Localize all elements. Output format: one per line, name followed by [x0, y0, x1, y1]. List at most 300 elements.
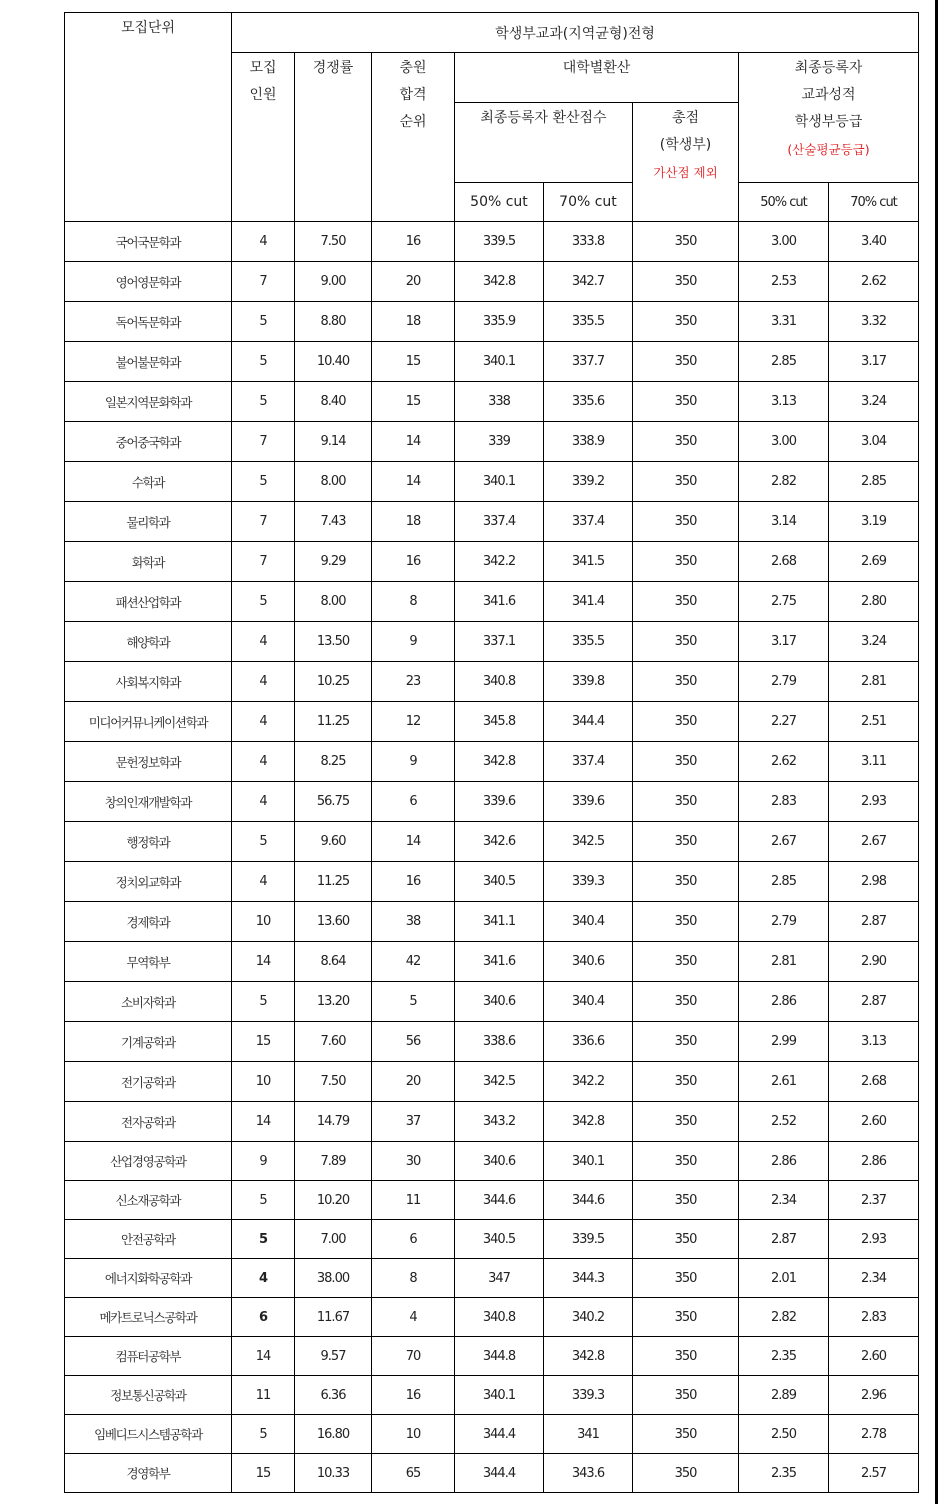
score-cut50-cell: 342.2	[455, 542, 544, 582]
competition-rate-cell: 9.60	[295, 822, 372, 862]
grade-cut50-cell: 2.01	[739, 1259, 829, 1298]
competition-rate-cell: 7.60	[295, 1022, 372, 1062]
additional-rank-cell: 23	[372, 662, 455, 702]
total-score-cell: 350	[633, 502, 739, 542]
score-cut50-cell: 338.6	[455, 1022, 544, 1062]
score-cut70-cell: 340.4	[544, 982, 633, 1022]
quota-cell: 14	[232, 1337, 295, 1376]
grade-cut70-cell: 2.93	[829, 1220, 919, 1259]
total-score-cell: 350	[633, 1022, 739, 1062]
quota-cell: 4	[232, 662, 295, 702]
total-score-cell: 350	[633, 1259, 739, 1298]
quota-cell: 4	[232, 862, 295, 902]
table-row	[65, 1102, 919, 1142]
dept-name-cell: 산업경영공학과	[65, 1142, 232, 1181]
score-cut70-cell: 340.1	[544, 1142, 633, 1181]
grade-cut70-cell: 2.81	[829, 662, 919, 702]
additional-rank-cell: 14	[372, 462, 455, 502]
quota-cell: 5	[232, 342, 295, 382]
competition-rate-cell: 38.00	[295, 1259, 372, 1298]
quota-cell: 7	[232, 262, 295, 302]
additional-rank-cell: 4	[372, 1298, 455, 1337]
table-row	[65, 262, 919, 302]
grade-cut50-cell: 2.87	[739, 1220, 829, 1259]
quota-cell: 5	[232, 382, 295, 422]
competition-rate-cell: 9.29	[295, 542, 372, 582]
grade-cut70-cell: 3.13	[829, 1022, 919, 1062]
score-cut50-cell: 340.5	[455, 862, 544, 902]
score-cut50-cell: 340.6	[455, 1142, 544, 1181]
table-row	[65, 822, 919, 862]
grade-cut50-cell: 2.85	[739, 862, 829, 902]
score-cut50-cell: 344.4	[455, 1415, 544, 1454]
quota-cell: 4	[232, 702, 295, 742]
score-cut50-cell: 340.8	[455, 1298, 544, 1337]
total-score-cell: 350	[633, 1142, 739, 1181]
additional-rank-cell: 9	[372, 622, 455, 662]
table-row	[65, 1220, 919, 1259]
table-row	[65, 862, 919, 902]
table-row	[65, 502, 919, 542]
grade-cut70-cell: 2.80	[829, 582, 919, 622]
univ-conversion-header: 대학별환산	[455, 53, 739, 103]
total-score-cell: 350	[633, 342, 739, 382]
competition-header: 경쟁률	[295, 53, 372, 222]
quota-cell: 6	[232, 1298, 295, 1337]
additional-rank-cell: 12	[372, 702, 455, 742]
additional-rank-cell: 10	[372, 1415, 455, 1454]
grade-cut70-cell: 3.24	[829, 622, 919, 662]
final-grade-header: 최종등록자 교과성적 학생부등급 (산술평균등급)	[739, 53, 919, 183]
dept-name-cell: 기계공학과	[65, 1022, 232, 1062]
total-score-cell: 350	[633, 1376, 739, 1415]
grade-cut50-cell: 2.81	[739, 942, 829, 982]
grade-cut70-cell: 2.60	[829, 1102, 919, 1142]
dept-name-cell: 에너지화학공학과	[65, 1259, 232, 1298]
total-score-cell: 350	[633, 822, 739, 862]
grade-cut70-cell: 2.96	[829, 1376, 919, 1415]
dept-name-cell: 정보통신공학과	[65, 1376, 232, 1415]
dept-name-cell: 화학과	[65, 542, 232, 582]
additional-rank-cell: 15	[372, 382, 455, 422]
additional-rank-cell: 37	[372, 1102, 455, 1142]
score-cut50-cell: 342.8	[455, 262, 544, 302]
grade-cut50-cell: 2.79	[739, 902, 829, 942]
table-row	[65, 902, 919, 942]
quota-cell: 4	[232, 782, 295, 822]
grade-cut50-cell: 2.99	[739, 1022, 829, 1062]
total-score-cell: 350	[633, 982, 739, 1022]
quota-cell: 5	[232, 582, 295, 622]
score-cut70-cell: 337.4	[544, 502, 633, 542]
additional-rank-cell: 8	[372, 582, 455, 622]
table-row	[65, 1337, 919, 1376]
grade-cut70-cell: 2.87	[829, 982, 919, 1022]
score-cut50-cell: 337.4	[455, 502, 544, 542]
dept-name-cell: 해양학과	[65, 622, 232, 662]
score-cut70-cell: 337.7	[544, 342, 633, 382]
table-header	[65, 13, 919, 222]
score-cut50-header: 50% cut	[455, 183, 544, 222]
grade-cut50-cell: 2.86	[739, 982, 829, 1022]
score-cut70-cell: 342.5	[544, 822, 633, 862]
quota-cell: 14	[232, 942, 295, 982]
grade-cut70-cell: 3.19	[829, 502, 919, 542]
table-row	[65, 1298, 919, 1337]
competition-rate-cell: 11.25	[295, 702, 372, 742]
total-score-cell: 350	[633, 262, 739, 302]
score-cut70-cell: 337.4	[544, 742, 633, 782]
competition-rate-cell: 56.75	[295, 782, 372, 822]
dept-name-cell: 일본지역문화학과	[65, 382, 232, 422]
dept-name-cell: 영어영문학과	[65, 262, 232, 302]
table-row	[65, 622, 919, 662]
score-cut50-cell: 344.8	[455, 1337, 544, 1376]
quota-cell: 15	[232, 1454, 295, 1493]
total-score-cell: 350	[633, 222, 739, 262]
table-row	[65, 382, 919, 422]
competition-rate-cell: 9.57	[295, 1337, 372, 1376]
competition-rate-cell: 10.20	[295, 1181, 372, 1220]
grade-cut70-cell: 2.37	[829, 1181, 919, 1220]
total-score-cell: 350	[633, 742, 739, 782]
grade-cut70-cell: 2.69	[829, 542, 919, 582]
total-score-cell: 350	[633, 1062, 739, 1102]
score-cut50-cell: 338	[455, 382, 544, 422]
score-cut70-cell: 340.6	[544, 942, 633, 982]
score-cut50-cell: 340.1	[455, 462, 544, 502]
table-row	[65, 702, 919, 742]
score-cut70-cell: 339.3	[544, 862, 633, 902]
score-cut70-cell: 342.2	[544, 1062, 633, 1102]
dept-name-cell: 독어독문학과	[65, 302, 232, 342]
competition-rate-cell: 10.33	[295, 1454, 372, 1493]
competition-rate-cell: 7.50	[295, 222, 372, 262]
total-score-cell: 350	[633, 462, 739, 502]
dept-name-cell: 창의인재개발학과	[65, 782, 232, 822]
competition-rate-cell: 11.67	[295, 1298, 372, 1337]
dept-name-cell: 임베디드시스템공학과	[65, 1415, 232, 1454]
score-cut50-cell: 341.6	[455, 582, 544, 622]
table-row	[65, 342, 919, 382]
score-cut70-cell: 338.9	[544, 422, 633, 462]
dept-name-cell: 패션산업학과	[65, 582, 232, 622]
additional-rank-cell: 6	[372, 782, 455, 822]
total-score-cell: 350	[633, 582, 739, 622]
total-score-cell: 350	[633, 622, 739, 662]
table-row	[65, 1142, 919, 1181]
final-converted-score-header: 최종등록자 환산점수	[455, 103, 633, 183]
score-cut50-cell: 339.6	[455, 782, 544, 822]
grade-cut70-cell: 2.86	[829, 1142, 919, 1181]
additional-rank-cell: 20	[372, 1062, 455, 1102]
grade-cut50-cell: 3.31	[739, 302, 829, 342]
dept-name-cell: 소비자학과	[65, 982, 232, 1022]
total-score-cell: 350	[633, 942, 739, 982]
competition-rate-cell: 7.89	[295, 1142, 372, 1181]
score-cut70-cell: 339.3	[544, 1376, 633, 1415]
quota-cell: 5	[232, 1415, 295, 1454]
grade-cut70-cell: 3.11	[829, 742, 919, 782]
additional-rank-cell: 18	[372, 302, 455, 342]
additional-rank-cell: 16	[372, 862, 455, 902]
grade-cut70-cell: 3.24	[829, 382, 919, 422]
score-cut70-cell: 339.8	[544, 662, 633, 702]
grade-cut70-cell: 2.93	[829, 782, 919, 822]
score-cut50-cell: 340.1	[455, 1376, 544, 1415]
score-cut70-cell: 335.6	[544, 382, 633, 422]
total-score-cell: 350	[633, 902, 739, 942]
score-cut70-cell: 333.8	[544, 222, 633, 262]
dept-name-cell: 정치외교학과	[65, 862, 232, 902]
grade-cut70-cell: 3.40	[829, 222, 919, 262]
table-row	[65, 1062, 919, 1102]
dept-name-cell: 행정학과	[65, 822, 232, 862]
grade-cut70-cell: 2.60	[829, 1337, 919, 1376]
score-cut50-cell: 339.5	[455, 222, 544, 262]
quota-header: 모집 인원	[232, 53, 295, 222]
grade-cut70-cell: 2.83	[829, 1298, 919, 1337]
final-grade-note: (산술평균등급)	[787, 142, 870, 157]
dept-name-cell: 물리학과	[65, 502, 232, 542]
score-cut70-cell: 339.5	[544, 1220, 633, 1259]
grade-cut50-cell: 2.62	[739, 742, 829, 782]
grade-cut70-cell: 2.78	[829, 1415, 919, 1454]
total-score-header: 총점 (학생부) 가산점 제외	[633, 103, 739, 222]
score-cut50-cell: 343.2	[455, 1102, 544, 1142]
grade-cut50-cell: 2.75	[739, 582, 829, 622]
score-cut50-cell: 342.6	[455, 822, 544, 862]
table-row	[65, 1454, 919, 1493]
additional-rank-header: 충원 합격 순위	[372, 53, 455, 222]
grade-cut50-cell: 2.83	[739, 782, 829, 822]
grade-cut50-cell: 2.82	[739, 1298, 829, 1337]
score-cut50-cell: 347	[455, 1259, 544, 1298]
additional-rank-cell: 6	[372, 1220, 455, 1259]
competition-rate-cell: 7.43	[295, 502, 372, 542]
dept-name-cell: 전자공학과	[65, 1102, 232, 1142]
competition-rate-cell: 13.50	[295, 622, 372, 662]
additional-rank-cell: 14	[372, 422, 455, 462]
total-score-cell: 350	[633, 302, 739, 342]
score-cut70-cell: 343.6	[544, 1454, 633, 1493]
score-cut50-cell: 340.5	[455, 1220, 544, 1259]
score-cut50-cell: 340.6	[455, 982, 544, 1022]
grade-cut50-cell: 2.34	[739, 1181, 829, 1220]
score-cut50-cell: 341.6	[455, 942, 544, 982]
unit-header: 모집단위	[65, 13, 232, 222]
table-row	[65, 662, 919, 702]
competition-rate-cell: 8.00	[295, 462, 372, 502]
grade-cut50-cell: 2.50	[739, 1415, 829, 1454]
additional-rank-cell: 14	[372, 822, 455, 862]
grade-cut70-cell: 2.85	[829, 462, 919, 502]
score-cut70-cell: 342.7	[544, 262, 633, 302]
score-cut50-cell: 337.1	[455, 622, 544, 662]
quota-cell: 5	[232, 302, 295, 342]
quota-cell: 4	[232, 742, 295, 782]
additional-rank-cell: 16	[372, 222, 455, 262]
quota-cell: 5	[232, 982, 295, 1022]
dept-name-cell: 메카트로닉스공학과	[65, 1298, 232, 1337]
total-score-cell: 350	[633, 662, 739, 702]
dept-name-cell: 국어국문학과	[65, 222, 232, 262]
table-row	[65, 1259, 919, 1298]
grade-cut70-cell: 2.68	[829, 1062, 919, 1102]
grade-cut50-cell: 2.68	[739, 542, 829, 582]
competition-rate-cell: 8.25	[295, 742, 372, 782]
grade-cut50-cell: 3.17	[739, 622, 829, 662]
table-body	[65, 222, 919, 1493]
grade-cut50-cell: 2.85	[739, 342, 829, 382]
table-row	[65, 782, 919, 822]
score-cut50-cell: 341.1	[455, 902, 544, 942]
quota-cell: 5	[232, 1181, 295, 1220]
table-row	[65, 422, 919, 462]
additional-rank-cell: 11	[372, 1181, 455, 1220]
grade-cut70-cell: 3.32	[829, 302, 919, 342]
total-score-cell: 350	[633, 1454, 739, 1493]
total-score-cell: 350	[633, 382, 739, 422]
grade-cut50-cell: 2.27	[739, 702, 829, 742]
score-cut70-cell: 335.5	[544, 302, 633, 342]
dept-name-cell: 수학과	[65, 462, 232, 502]
table-row	[65, 1022, 919, 1062]
grade-cut50-cell: 2.86	[739, 1142, 829, 1181]
competition-rate-cell: 7.00	[295, 1220, 372, 1259]
additional-rank-cell: 16	[372, 1376, 455, 1415]
grade-cut70-cell: 3.04	[829, 422, 919, 462]
competition-rate-cell: 8.80	[295, 302, 372, 342]
competition-rate-cell: 6.36	[295, 1376, 372, 1415]
total-score-cell: 350	[633, 702, 739, 742]
dept-name-cell: 사회복지학과	[65, 662, 232, 702]
dept-name-cell: 불어불문학과	[65, 342, 232, 382]
total-score-cell: 350	[633, 1102, 739, 1142]
grade-cut50-cell: 2.53	[739, 262, 829, 302]
additional-rank-cell: 8	[372, 1259, 455, 1298]
table-row	[65, 302, 919, 342]
score-cut70-cell: 341	[544, 1415, 633, 1454]
quota-cell: 7	[232, 502, 295, 542]
grade-cut50-cell: 3.00	[739, 422, 829, 462]
table-row	[65, 222, 919, 262]
grade-cut70-cell: 2.34	[829, 1259, 919, 1298]
total-score-cell: 350	[633, 1181, 739, 1220]
score-cut70-cell: 344.6	[544, 1181, 633, 1220]
score-cut70-cell: 341.4	[544, 582, 633, 622]
grade-cut70-cell: 2.51	[829, 702, 919, 742]
table-row	[65, 982, 919, 1022]
grade-cut50-cell: 2.61	[739, 1062, 829, 1102]
quota-cell: 9	[232, 1142, 295, 1181]
competition-rate-cell: 10.25	[295, 662, 372, 702]
dept-name-cell: 미디어커뮤니케이션학과	[65, 702, 232, 742]
quota-cell: 4	[232, 622, 295, 662]
grade-cut50-cell: 2.67	[739, 822, 829, 862]
score-cut50-cell: 335.9	[455, 302, 544, 342]
table-row	[65, 462, 919, 502]
competition-rate-cell: 13.60	[295, 902, 372, 942]
score-cut50-cell: 345.8	[455, 702, 544, 742]
quota-cell: 5	[232, 1220, 295, 1259]
quota-cell: 15	[232, 1022, 295, 1062]
competition-rate-cell: 8.40	[295, 382, 372, 422]
total-score-cell: 350	[633, 1415, 739, 1454]
score-cut70-cell: 340.4	[544, 902, 633, 942]
quota-cell: 4	[232, 222, 295, 262]
table-row	[65, 1415, 919, 1454]
quota-cell: 7	[232, 422, 295, 462]
score-cut50-cell: 342.8	[455, 742, 544, 782]
grade-cut50-cell: 3.13	[739, 382, 829, 422]
quota-cell: 7	[232, 542, 295, 582]
grade-cut50-header: 50% cut	[739, 183, 829, 222]
quota-cell: 4	[232, 1259, 295, 1298]
competition-rate-cell: 10.40	[295, 342, 372, 382]
grade-cut70-cell: 2.87	[829, 902, 919, 942]
dept-name-cell: 전기공학과	[65, 1062, 232, 1102]
competition-rate-cell: 14.79	[295, 1102, 372, 1142]
additional-rank-cell: 15	[372, 342, 455, 382]
dept-name-cell: 안전공학과	[65, 1220, 232, 1259]
quota-cell: 14	[232, 1102, 295, 1142]
table-row	[65, 1181, 919, 1220]
score-cut50-cell: 340.1	[455, 342, 544, 382]
grade-cut70-header: 70% cut	[829, 183, 919, 222]
additional-rank-cell: 65	[372, 1454, 455, 1493]
grade-cut50-cell: 2.79	[739, 662, 829, 702]
additional-rank-cell: 38	[372, 902, 455, 942]
table-row	[65, 742, 919, 782]
total-score-cell: 350	[633, 422, 739, 462]
grade-cut50-cell: 2.35	[739, 1337, 829, 1376]
competition-rate-cell: 11.25	[295, 862, 372, 902]
score-cut70-cell: 342.8	[544, 1102, 633, 1142]
total-score-cell: 350	[633, 1220, 739, 1259]
quota-cell: 10	[232, 902, 295, 942]
score-cut70-cell: 339.6	[544, 782, 633, 822]
score-cut70-cell: 342.8	[544, 1337, 633, 1376]
grade-cut70-cell: 2.67	[829, 822, 919, 862]
dept-name-cell: 신소재공학과	[65, 1181, 232, 1220]
total-score-cell: 350	[633, 862, 739, 902]
competition-rate-cell: 9.14	[295, 422, 372, 462]
total-score-cell: 350	[633, 782, 739, 822]
competition-rate-cell: 13.20	[295, 982, 372, 1022]
score-cut70-cell: 344.4	[544, 702, 633, 742]
table-row	[65, 942, 919, 982]
score-cut50-cell: 344.4	[455, 1454, 544, 1493]
grade-cut70-cell: 2.98	[829, 862, 919, 902]
score-cut70-cell: 341.5	[544, 542, 633, 582]
quota-cell: 11	[232, 1376, 295, 1415]
grade-cut50-cell: 2.82	[739, 462, 829, 502]
grade-cut70-cell: 3.17	[829, 342, 919, 382]
score-cut50-cell: 340.8	[455, 662, 544, 702]
grade-cut70-cell: 2.90	[829, 942, 919, 982]
score-cut50-cell: 339	[455, 422, 544, 462]
dept-name-cell: 컴퓨터공학부	[65, 1337, 232, 1376]
quota-cell: 5	[232, 822, 295, 862]
dept-name-cell: 문헌정보학과	[65, 742, 232, 782]
additional-rank-cell: 56	[372, 1022, 455, 1062]
dept-name-cell: 중어중국학과	[65, 422, 232, 462]
score-cut70-cell: 340.2	[544, 1298, 633, 1337]
competition-rate-cell: 8.64	[295, 942, 372, 982]
additional-rank-cell: 18	[372, 502, 455, 542]
table-row	[65, 1376, 919, 1415]
